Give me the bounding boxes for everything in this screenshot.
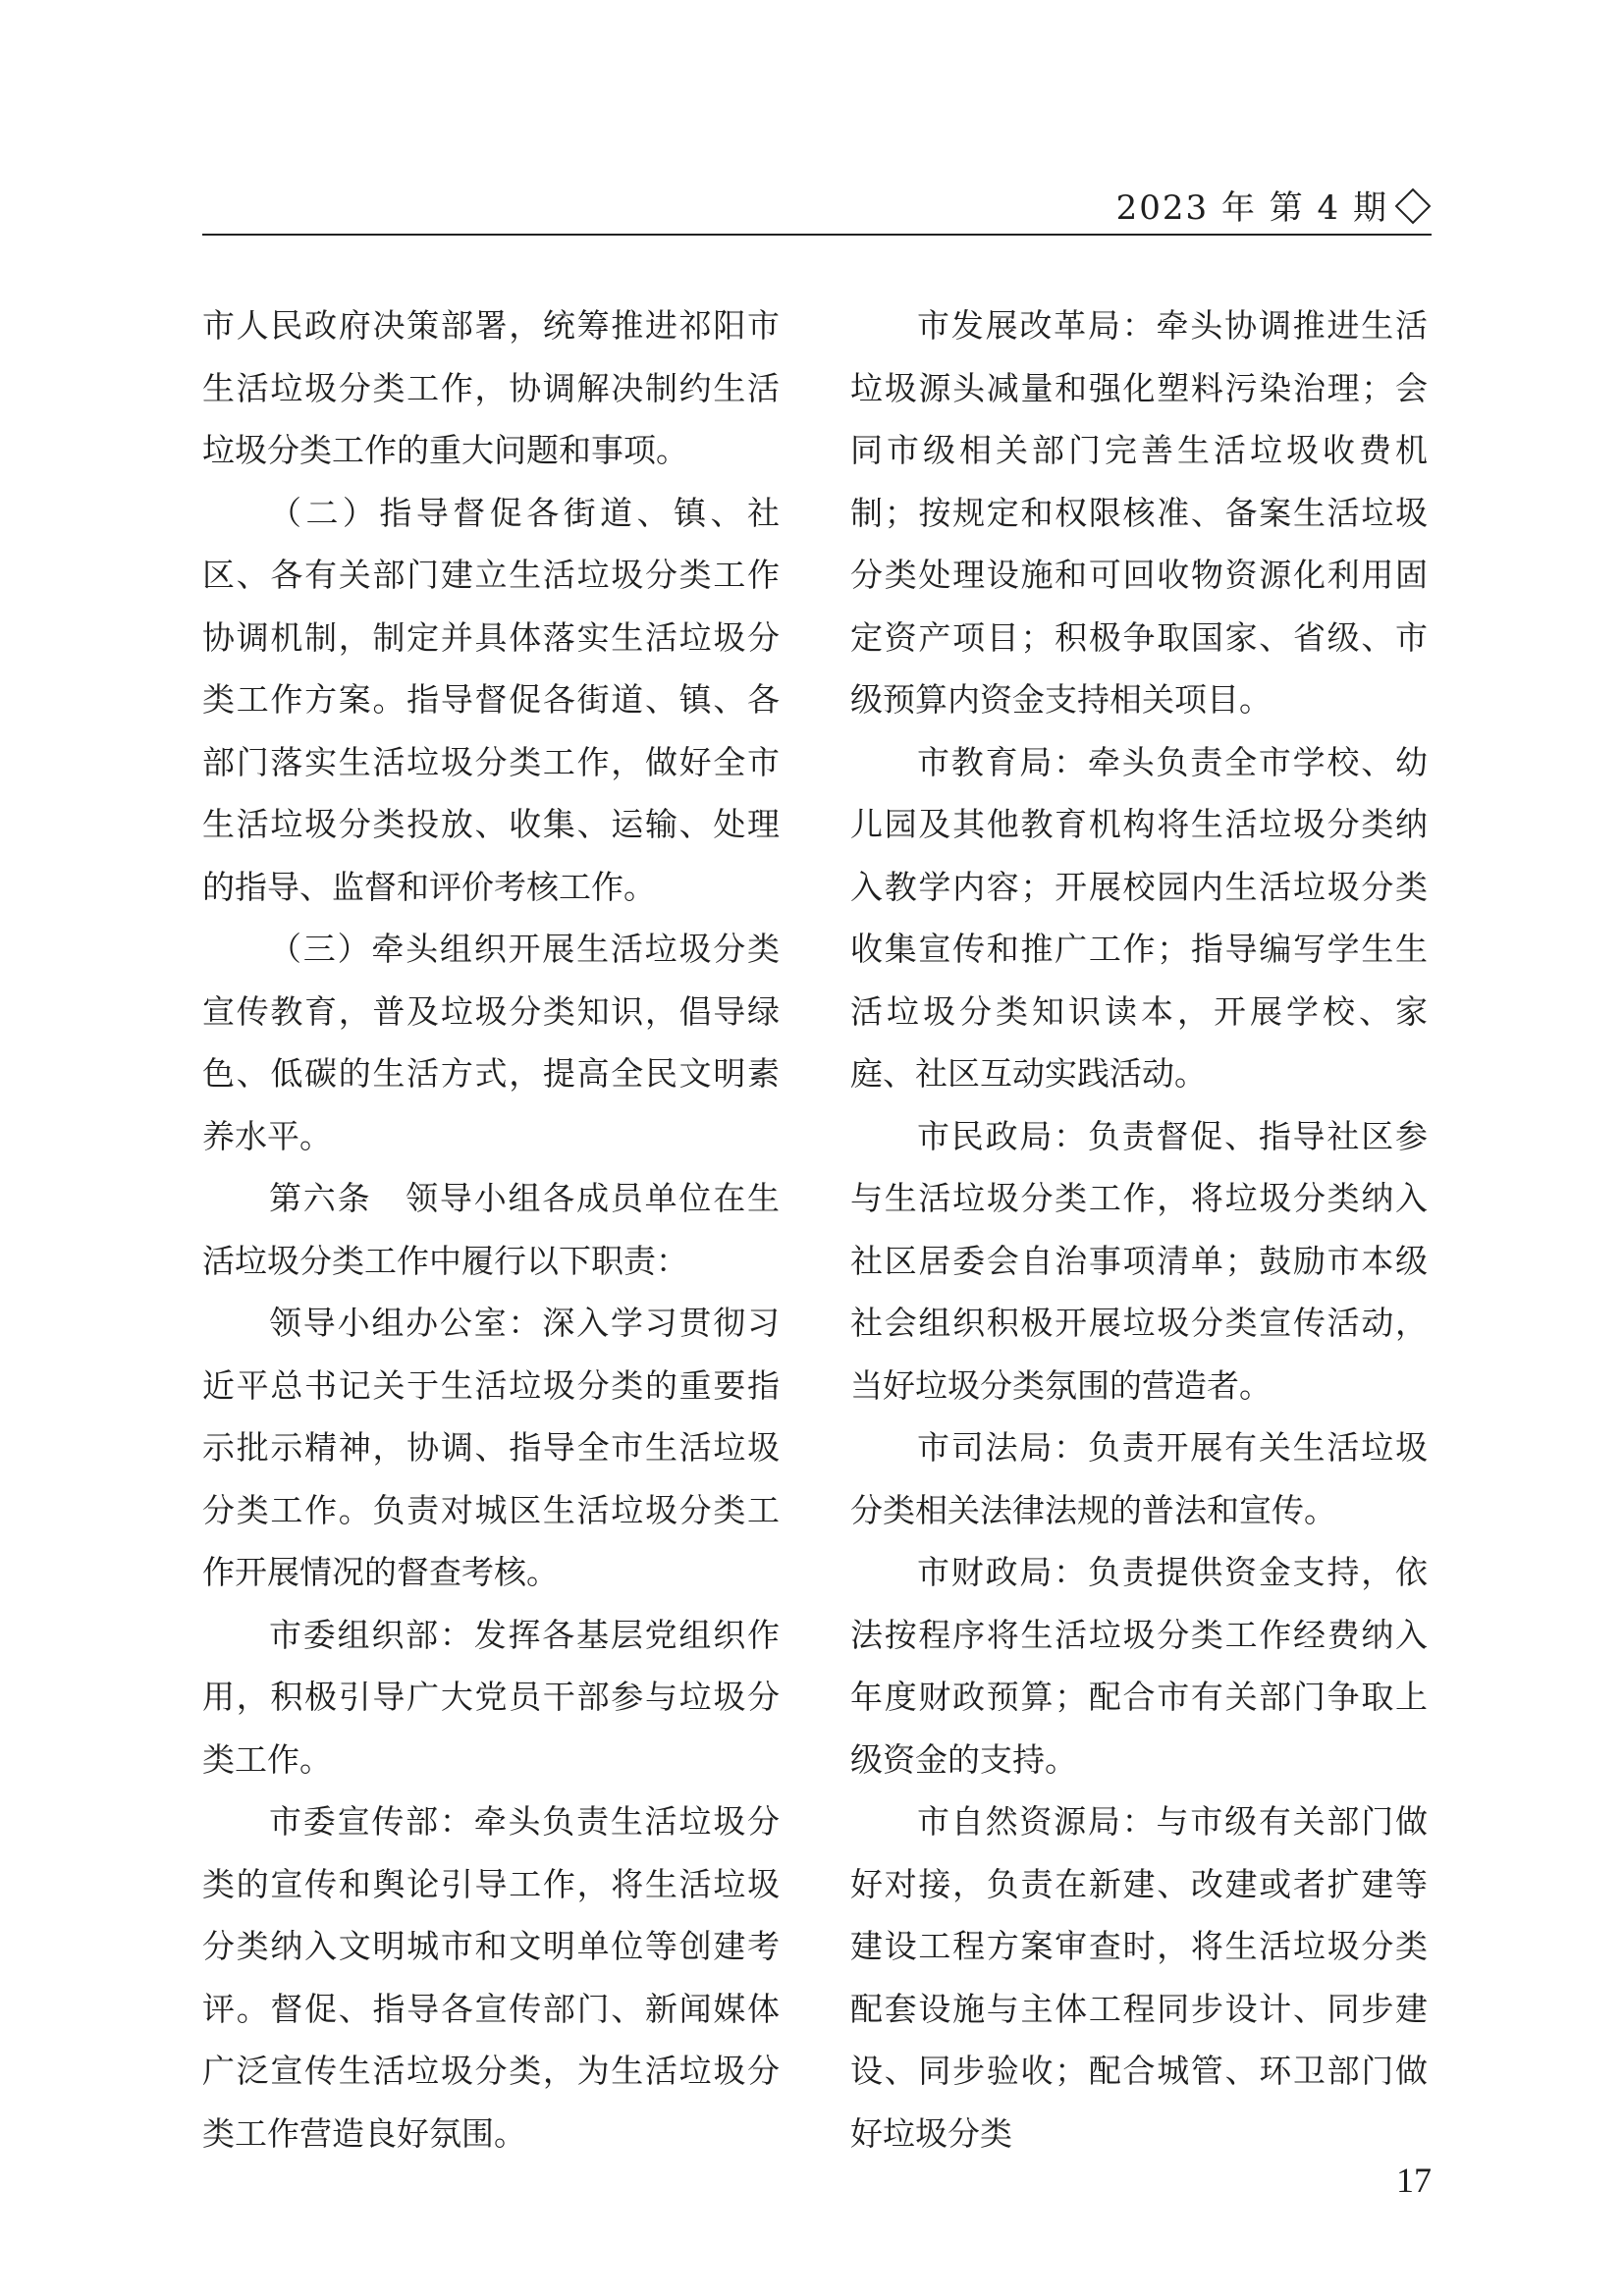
page-header bbox=[202, 183, 1432, 236]
diamond-icon bbox=[1395, 188, 1432, 225]
left-column bbox=[202, 294, 780, 2164]
paragraph: 市委组织部：发挥各基层党组织作用，积极引导广大党员干部参与垃圾分类工作。 bbox=[202, 1615, 780, 1779]
issue-label: 2023 年 第 4 期 bbox=[1115, 188, 1388, 228]
paragraph: 市财政局：负责提供资金支持，依法按程序将生活垃圾分类工作经费纳入年度财政预算；配合市有关部门争取上级资金的支持。 bbox=[850, 1553, 1428, 1779]
paragraph: 市自然资源局：与市级有关部门做好对接，负责在新建、改建或者扩建等建设工程方案审查时，将生活垃圾分类配套设施与主体工程同步设计、同步建设、同步验收；配合城管、环卫部门做好垃圾分类 bbox=[850, 1802, 1428, 2153]
page-number: 17 bbox=[1396, 2161, 1432, 2200]
paragraph: 市教育局：牵头负责全市学校、幼儿园及其他教育机构将生活垃圾分类纳入教学内容；开展校园内生活垃圾分类收集宣传和推广工作；指导编写学生生活垃圾分类知识读本，开展学校、家庭、社区互动实践活动。 bbox=[850, 742, 1428, 1093]
paragraph: 领导小组办公室：深入学习贯彻习近平总书记关于生活垃圾分类的重要指示批示精神，协调、指导全市生活垃圾分类工作。负责对城区生活垃圾分类工作开展情况的督查考核。 bbox=[202, 1304, 780, 1591]
right-column bbox=[850, 294, 1428, 2164]
paragraph: 市委宣传部：牵头负责生活垃圾分类的宣传和舆论引导工作，将生活垃圾分类纳入文明城市和文明单位等创建考评。督促、指导各宣传部门、新闻媒体广泛宣传生活垃圾分类，为生活垃圾分类工作营造良好氛围。 bbox=[202, 1802, 780, 2153]
paragraph: （二）指导督促各街道、镇、社区、各有关部门建立生活垃圾分类工作协调机制，制定并具体落实生活垃圾分类工作方案。指导督促各街道、镇、各部门落实生活垃圾分类工作，做好全市生活垃圾分类投放、收集、运输、处理的指导、监督和评价考核工作。 bbox=[202, 493, 780, 906]
paragraph: 市人民政府决策部署，统筹推进祁阳市生活垃圾分类工作，协调解决制约生活垃圾分类工作的重大问题和事项。 bbox=[202, 306, 780, 469]
paragraph: （三）牵头组织开展生活垃圾分类宣传教育，普及垃圾分类知识，倡导绿色、低碳的生活方式，提高全民文明素养水平。 bbox=[202, 930, 780, 1155]
paragraph: 市司法局：负责开展有关生活垃圾分类相关法律法规的普法和宣传。 bbox=[850, 1428, 1428, 1529]
paragraph: 市发展改革局：牵头协调推进生活垃圾源头减量和强化塑料污染治理；会同市级相关部门完善生活垃圾收费机制；按规定和权限核准、备案生活垃圾分类处理设施和可回收物资源化利用固定资产项目；积极争取国家、省级、市级预算内资金支持相关项目。 bbox=[850, 306, 1428, 719]
paragraph: 市民政局：负责督促、指导社区参与生活垃圾分类工作，将垃圾分类纳入社区居委会自治事项清单；鼓励市本级社会组织积极开展垃圾分类宣传活动，当好垃圾分类氛围的营造者。 bbox=[850, 1116, 1428, 1405]
paragraph: 第六条 领导小组各成员单位在生活垃圾分类工作中履行以下职责： bbox=[202, 1179, 780, 1280]
